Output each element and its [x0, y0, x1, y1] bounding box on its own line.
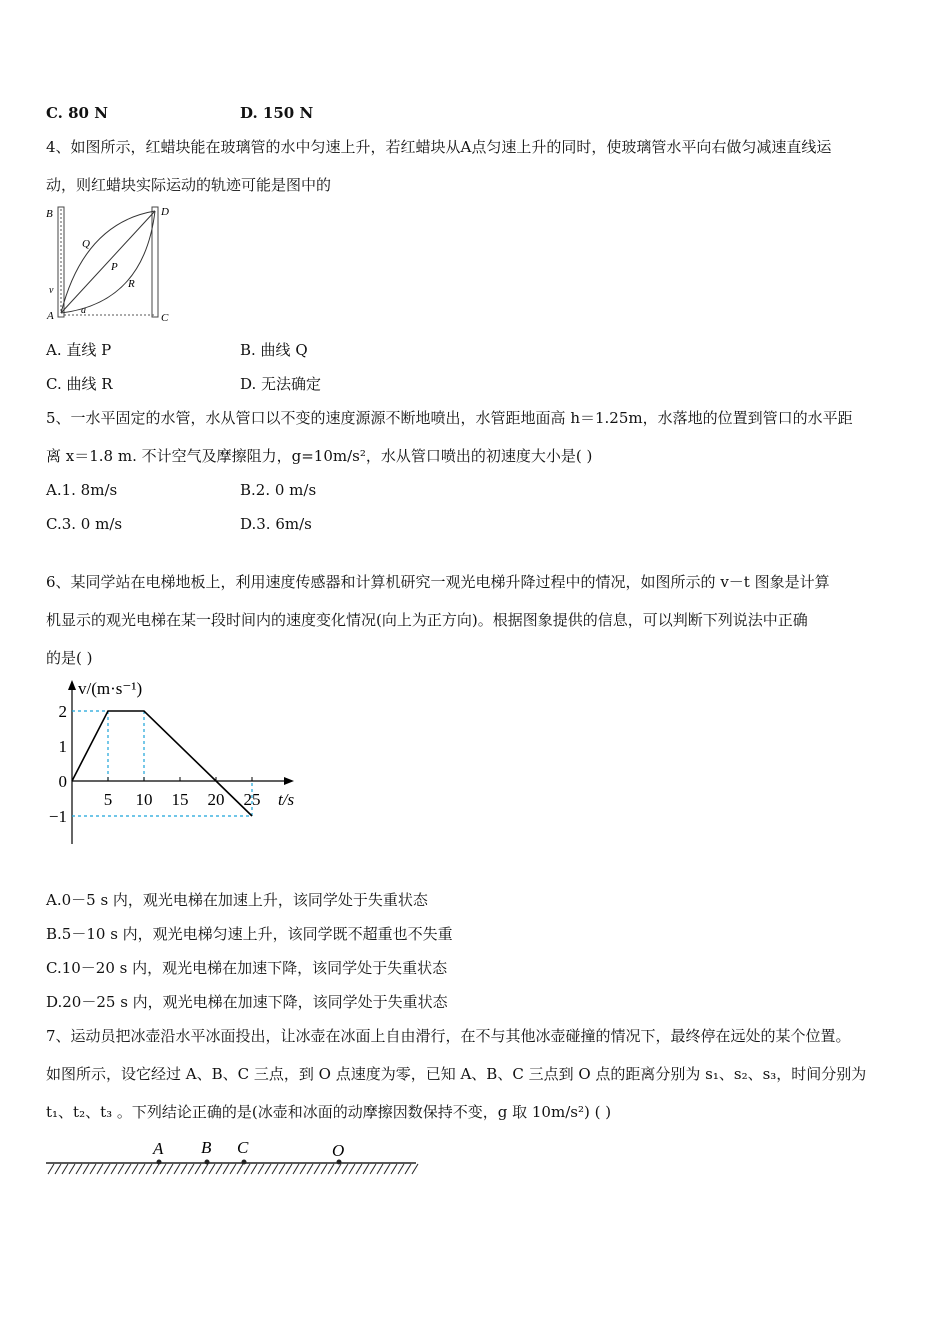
hatch-mark — [104, 1164, 110, 1174]
vt-chart — [40, 676, 310, 856]
hatch-mark — [83, 1164, 89, 1174]
point-b-dot — [205, 1160, 210, 1165]
q5-option-c: C.3. 0 m/s — [46, 515, 123, 533]
hatch-mark — [188, 1164, 194, 1174]
hatch-mark — [69, 1164, 75, 1174]
hatch-mark — [237, 1164, 243, 1174]
hatch-mark — [153, 1164, 159, 1174]
hatch-mark — [279, 1164, 285, 1174]
hatch-mark — [202, 1164, 208, 1174]
point-c-dot — [242, 1160, 247, 1165]
hatch-mark — [342, 1164, 348, 1174]
hatch-mark — [286, 1164, 292, 1174]
x-tick-label-25: 25 — [243, 790, 261, 809]
hatch-mark — [111, 1164, 117, 1174]
q6-option-a: A.0－5 s 内，观光电梯在加速上升，该同学处于失重状态 — [46, 891, 428, 909]
hatch-mark — [321, 1164, 327, 1174]
hatch-mark — [223, 1164, 229, 1174]
x-tick-label-5: 5 — [103, 790, 113, 809]
label-c: C — [161, 312, 169, 324]
hatch-mark — [251, 1164, 257, 1174]
hatch-mark — [76, 1164, 82, 1174]
point-b-label: B — [201, 1138, 212, 1157]
hatch-mark — [244, 1164, 250, 1174]
point-o-dot — [337, 1160, 342, 1165]
q4-stem-line2: 动，则红蜡块实际运动的轨迹可能是图中的 — [46, 176, 332, 194]
hatch-mark — [167, 1164, 173, 1174]
q4-option-d: D. 无法确定 — [240, 375, 322, 393]
label-d: D — [161, 206, 169, 218]
hatch-mark — [314, 1164, 320, 1174]
q6-stem-line3: 的是( ) — [46, 649, 93, 667]
hatch-mark — [139, 1164, 145, 1174]
q6-option-b: B.5－10 s 内，观光电梯匀速上升，该同学既不超重也不失重 — [46, 925, 453, 943]
q5-option-a: A.1. 8m/s — [46, 481, 118, 499]
hatch-mark — [216, 1164, 222, 1174]
hatch-mark — [412, 1164, 418, 1174]
hatch-mark — [391, 1164, 397, 1174]
hatch-mark — [363, 1164, 369, 1174]
label-b: B — [46, 208, 53, 220]
point-a-dot — [157, 1160, 162, 1165]
hatch-mark — [356, 1164, 362, 1174]
label-a-point: A — [47, 310, 54, 322]
y-tick-label-3: −1 — [48, 807, 67, 826]
q5-option-b: B.2. 0 m/s — [240, 481, 317, 499]
x-axis-arrow — [284, 777, 294, 785]
q4-option-c: C. 曲线 R — [46, 375, 113, 393]
hatch-mark — [90, 1164, 96, 1174]
hatch-mark — [230, 1164, 236, 1174]
y-axis-arrow — [68, 680, 76, 690]
hatch-mark — [132, 1164, 138, 1174]
hatch-mark — [146, 1164, 152, 1174]
hatch-mark — [384, 1164, 390, 1174]
q4-option-b: B. 曲线 Q — [240, 341, 308, 359]
y-tick-label-0: 2 — [58, 702, 67, 721]
label-a-accel: a — [81, 305, 86, 316]
q4-tube-figure — [44, 203, 184, 328]
point-c-label: C — [237, 1138, 249, 1157]
label-p: P — [111, 261, 118, 273]
hatch-mark — [258, 1164, 264, 1174]
hatch-mark — [377, 1164, 383, 1174]
point-o-label: O — [332, 1141, 345, 1160]
y-tick-label-1: 1 — [58, 737, 67, 756]
hatch-mark — [307, 1164, 313, 1174]
q6-stem-line1: 6、某同学站在电梯地板上，利用速度传感器和计算机研究一观光电梯升降过程中的情况，如图所示的 v－t 图象是计算 — [46, 573, 830, 591]
hatch-mark — [349, 1164, 355, 1174]
label-r: R — [128, 278, 135, 290]
hatch-mark — [328, 1164, 334, 1174]
q5-stem-line1: 5、一水平固定的水管，水从管口以不变的速度源源不断地喷出，水管距地面高 h＝1.25m，水落地的位置到管口的水平距 — [46, 409, 853, 427]
hatch-mark — [160, 1164, 166, 1174]
hatch-mark — [293, 1164, 299, 1174]
hatch-mark — [195, 1164, 201, 1174]
x-axis-label: t/s — [278, 790, 295, 809]
hatch-mark — [48, 1164, 54, 1174]
x-tick-label-20: 20 — [207, 790, 225, 809]
ice-surface-hatching — [48, 1164, 418, 1174]
hatch-mark — [272, 1164, 278, 1174]
hatch-mark — [209, 1164, 215, 1174]
hatch-mark — [97, 1164, 103, 1174]
velocity-line — [72, 711, 252, 816]
point-a-label: A — [153, 1139, 164, 1158]
hatch-mark — [405, 1164, 411, 1174]
ice-surface-figure — [44, 1134, 424, 1184]
hatch-mark — [370, 1164, 376, 1174]
q4-option-a: A. 直线 P — [46, 341, 112, 359]
q7-stem-line3: t₁、t₂、t₃ 。下列结论正确的是(冰壶和冰面的动摩擦因数保持不变，g 取 10m/s²) ( ) — [46, 1103, 612, 1121]
x-tick-label-10: 10 — [135, 790, 153, 809]
q6-stem-line2: 机显示的观光电梯在某一段时间内的速度变化情况(向上为正方向)。根据图象提供的信息，可以判断下列说法中正确 — [46, 611, 808, 629]
x-tick-label-15: 15 — [171, 790, 189, 809]
label-q: Q — [82, 238, 90, 250]
q5-stem-line2: 离 x＝1.8 m. 不计空气及摩擦阻力，g=10m/s²，水从管口喷出的初速度大小是( ) — [46, 447, 593, 465]
hatch-mark — [335, 1164, 341, 1174]
hatch-mark — [55, 1164, 61, 1174]
hatch-mark — [265, 1164, 271, 1174]
q7-stem-line2: 如图所示，设它经过 A、B、C 三点，到 O 点速度为零，已知 A、B、C 三点到 O 点的距离分别为 s₁、s₂、s₃，时间分别为 — [46, 1065, 867, 1083]
label-v: v — [49, 285, 54, 296]
q7-stem-line1: 7、运动员把冰壶沿水平冰面投出，让冰壶在冰面上自由滑行，在不与其他冰壶碰撞的情况下，最终停在远处的某个位置。 — [46, 1027, 851, 1045]
hatch-mark — [300, 1164, 306, 1174]
hatch-mark — [118, 1164, 124, 1174]
hatch-mark — [125, 1164, 131, 1174]
y-axis-label: v/(m·s⁻¹) — [78, 679, 143, 698]
q3-option-c: C. 80 N — [46, 104, 108, 122]
q6-option-d: D.20－25 s 内，观光电梯在加速下降，该同学处于失重状态 — [46, 993, 448, 1011]
q5-option-d: D.3. 6m/s — [240, 515, 312, 533]
y-tick-label-2: 0 — [58, 772, 67, 791]
hatch-mark — [174, 1164, 180, 1174]
q3-option-d: D. 150 N — [240, 104, 314, 122]
hatch-mark — [181, 1164, 187, 1174]
q6-option-c: C.10－20 s 内，观光电梯在加速下降，该同学处于失重状态 — [46, 959, 448, 977]
hatch-mark — [398, 1164, 404, 1174]
hatch-mark — [62, 1164, 68, 1174]
q4-stem-line1: 4、如图所示，红蜡块能在玻璃管的水中匀速上升，若红蜡块从A点匀速上升的同时，使玻璃管水平向右做匀减速直线运 — [46, 138, 832, 156]
